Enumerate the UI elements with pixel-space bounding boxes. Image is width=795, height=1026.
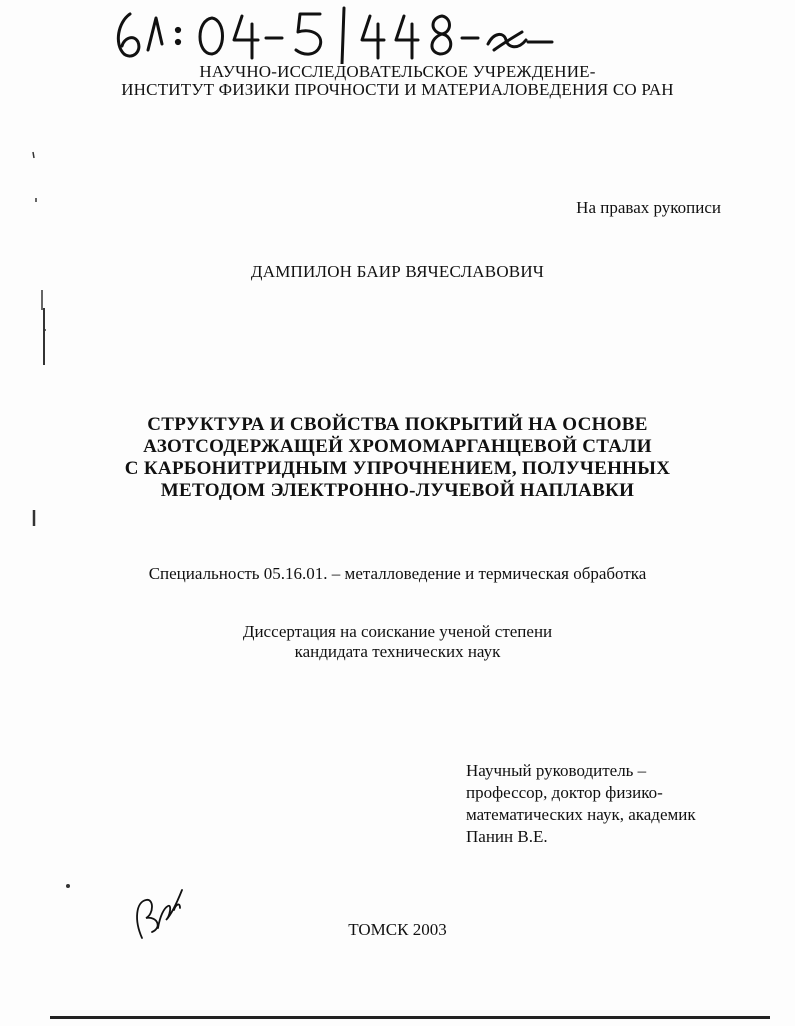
title-line-3: С КАРБОНИТРИДНЫМ УПРОЧНЕНИЕМ, ПОЛУЧЕННЫХ	[124, 458, 671, 479]
specialty-line: Специальность 05.16.01. – металловедение и термическая обработка	[148, 564, 647, 583]
bottom-edge-rule	[50, 1016, 770, 1019]
dissertation-line-2: кандидата технических наук	[294, 642, 501, 661]
supervisor-line-1: Научный руководитель –	[466, 761, 647, 780]
supervisor-line-3: математических наук, академик	[466, 805, 696, 824]
title-line-1: СТРУКТУРА И СВОЙСТВА ПОКРЫТИЙ НА ОСНОВЕ	[147, 414, 648, 435]
city-year: ТОМСК 2003	[348, 920, 447, 939]
rights-note: На правах рукописи	[576, 198, 721, 217]
dot-mark	[66, 884, 70, 888]
title-line-4: МЕТОДОМ ЭЛЕКТРОННО-ЛУЧЕВОЙ НАПЛАВКИ	[160, 480, 635, 501]
title-line-2: АЗОТСОДЕРЖАЩЕЙ ХРОМОМАРГАНЦЕВОЙ СТАЛИ	[143, 436, 652, 457]
handwritten-code	[112, 4, 572, 64]
supervisor-block	[466, 760, 696, 848]
institution-line-1: НАУЧНО-ИССЛЕДОВАТЕЛЬСКОЕ УЧРЕЖДЕНИЕ-	[199, 62, 596, 81]
dissertation-line-1: Диссертация на соискание ученой степени	[242, 622, 553, 641]
author-name: ДАМПИЛОН БАИР ВЯЧЕСЛАВОВИЧ	[250, 262, 545, 281]
supervisor-line-4: Панин В.Е.	[466, 827, 548, 846]
supervisor-line-2: профессор, доктор физико-	[466, 783, 663, 802]
institution-line-2: ИНСТИТУТ ФИЗИКИ ПРОЧНОСТИ И МАТЕРИАЛОВЕДЕНИЯ СО РАН	[121, 80, 674, 99]
